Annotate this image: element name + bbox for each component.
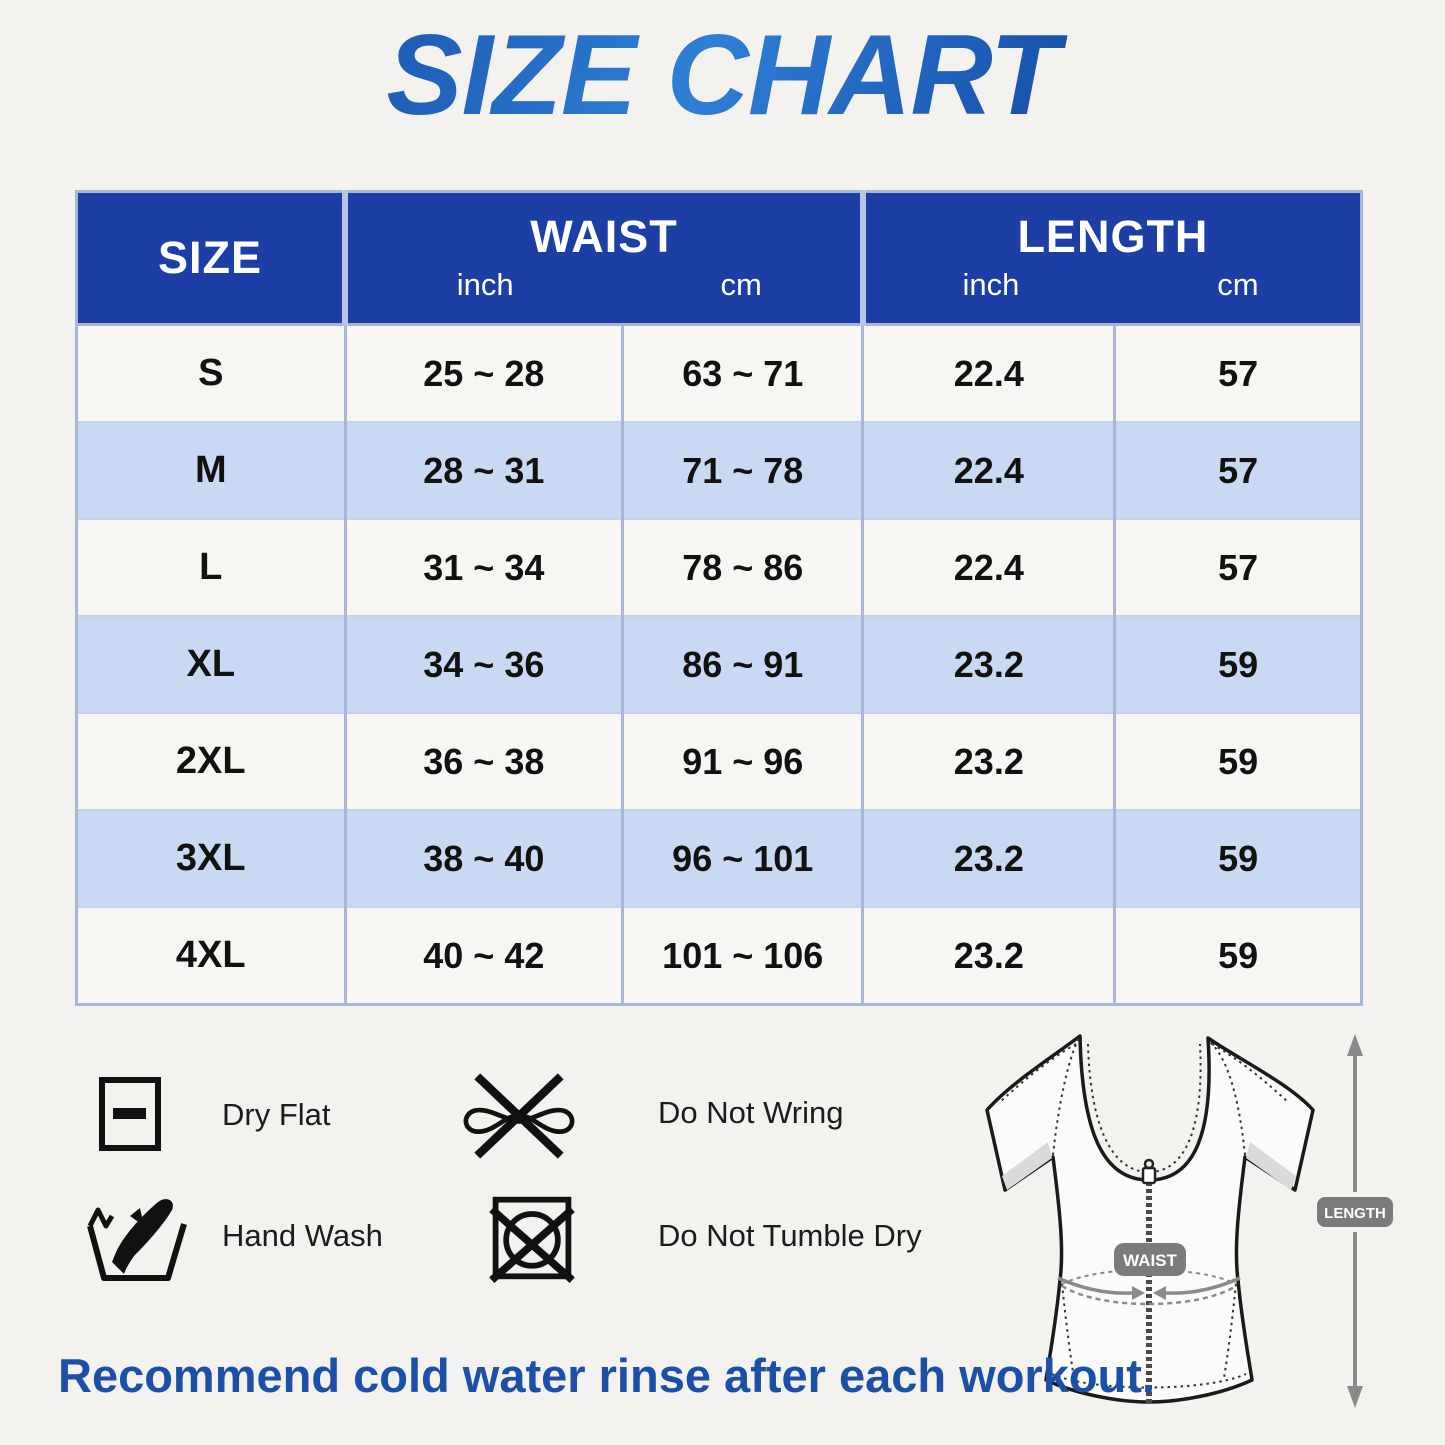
cell-waist-inch: 38 ~ 40 <box>345 810 623 907</box>
hand-wash-icon <box>84 1186 189 1284</box>
care-label-dry-flat: Dry Flat <box>222 1097 331 1132</box>
waist-label-pill <box>1114 1243 1186 1276</box>
cell-waist-cm: 71 ~ 78 <box>623 422 863 519</box>
cell-length-cm: 57 <box>1115 519 1362 616</box>
care-label-do-not-wring: Do Not Wring <box>658 1095 844 1130</box>
cell-length-inch: 23.2 <box>863 907 1115 1005</box>
table-row <box>77 810 1362 907</box>
cell-size: 4XL <box>77 907 346 1005</box>
header-length-cm-unit: cm <box>1217 266 1259 302</box>
table-row <box>77 907 1362 1005</box>
cell-waist-cm: 91 ~ 96 <box>623 713 863 810</box>
cell-length-cm: 59 <box>1115 907 1362 1005</box>
cell-length-inch: 23.2 <box>863 616 1115 713</box>
header-length-label: LENGTH <box>1017 210 1209 262</box>
cell-waist-inch: 36 ~ 38 <box>345 713 623 810</box>
table-row <box>77 325 1362 423</box>
cell-length-cm: 57 <box>1115 325 1362 423</box>
care-label-hand-wash: Hand Wash <box>222 1218 383 1253</box>
footer-note: Recommend cold water rinse after each workout. <box>58 1349 1155 1402</box>
header-waist-cm-unit: cm <box>720 266 762 302</box>
cell-length-inch: 22.4 <box>863 325 1115 423</box>
cell-waist-cm: 101 ~ 106 <box>623 907 863 1005</box>
cell-size: XL <box>77 616 346 713</box>
cell-waist-cm: 78 ~ 86 <box>623 519 863 616</box>
cell-length-inch: 23.2 <box>863 713 1115 810</box>
cell-length-inch: 22.4 <box>863 519 1115 616</box>
cell-length-inch: 22.4 <box>863 422 1115 519</box>
header-size <box>77 192 346 325</box>
dry-flat-icon <box>98 1076 162 1152</box>
cell-length-cm: 57 <box>1115 422 1362 519</box>
do-not-wring-icon <box>452 1068 586 1164</box>
svg-text:WAIST: WAIST <box>1123 1251 1177 1270</box>
cell-waist-cm: 86 ~ 91 <box>623 616 863 713</box>
cell-size: L <box>77 519 346 616</box>
cell-waist-inch: 40 ~ 42 <box>345 907 623 1005</box>
header-size-label: SIZE <box>158 232 263 283</box>
cell-size: 2XL <box>77 713 346 810</box>
header-length-inch-unit: inch <box>962 266 1020 302</box>
table-header-row <box>77 192 1362 325</box>
cell-size: M <box>77 422 346 519</box>
header-length <box>863 192 1362 325</box>
cell-waist-inch: 25 ~ 28 <box>345 325 623 423</box>
table-row <box>77 616 1362 713</box>
care-label-do-not-tumble-dry: Do Not Tumble Dry <box>658 1218 922 1253</box>
cell-waist-cm: 63 ~ 71 <box>623 325 863 423</box>
cell-size: 3XL <box>77 810 346 907</box>
cell-waist-inch: 28 ~ 31 <box>345 422 623 519</box>
header-waist-label: WAIST <box>530 210 678 262</box>
cell-size: S <box>77 325 346 423</box>
header-waist <box>345 192 863 325</box>
table-row <box>77 519 1362 616</box>
table-row <box>77 422 1362 519</box>
header-waist-inch-unit: inch <box>456 266 514 302</box>
size-table <box>75 190 1363 1006</box>
cell-waist-inch: 31 ~ 34 <box>345 519 623 616</box>
cell-length-cm: 59 <box>1115 616 1362 713</box>
cell-length-cm: 59 <box>1115 713 1362 810</box>
cell-waist-inch: 34 ~ 36 <box>345 616 623 713</box>
page-title: SIZE CHART <box>0 10 1445 141</box>
svg-text:LENGTH: LENGTH <box>1324 1205 1386 1222</box>
do-not-tumble-dry-icon <box>486 1188 578 1288</box>
table-body <box>77 325 1362 1005</box>
cell-waist-cm: 96 ~ 101 <box>623 810 863 907</box>
cell-length-inch: 23.2 <box>863 810 1115 907</box>
table-row <box>77 713 1362 810</box>
cell-length-cm: 59 <box>1115 810 1362 907</box>
length-label-pill <box>1317 1197 1393 1227</box>
